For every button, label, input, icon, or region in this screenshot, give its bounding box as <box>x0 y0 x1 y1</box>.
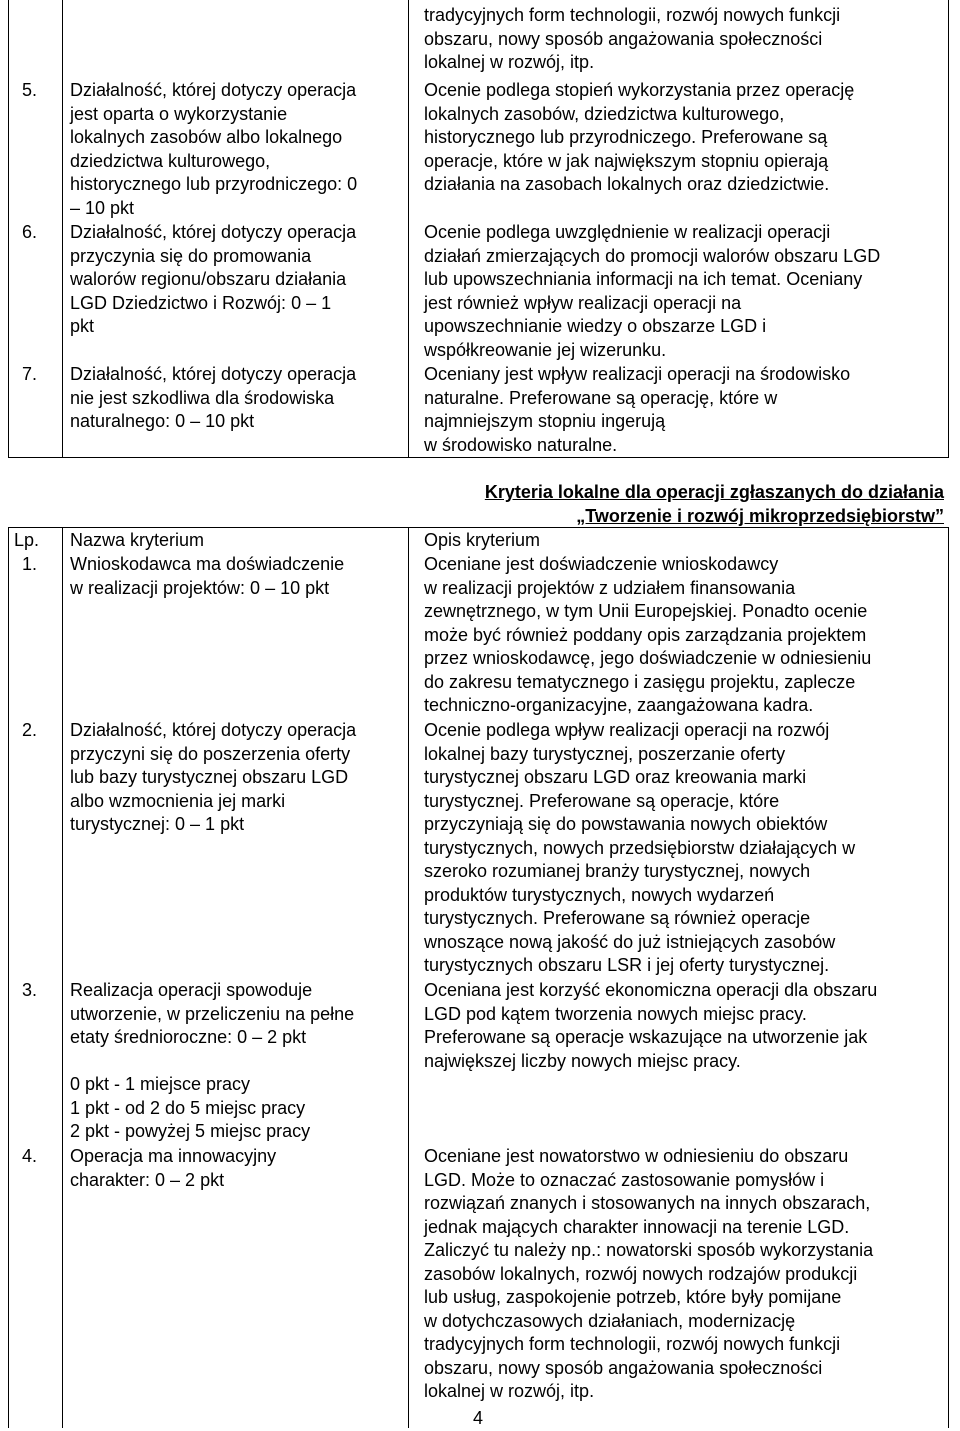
header-name: Nazwa kryterium <box>70 530 205 550</box>
continued-description: tradycyjnych form technologii, rozwój nowych funkcji obszaru, nowy sposób angażowania społeczności lokalnej w rozwój, itp. <box>424 5 841 72</box>
criterion-description: Ocenie podlega uwzględnienie w realizacji operacji działań zmierzających do promocji walorów obszaru LGD lub upowszechniania informacji na ich temat. Oceniany jest również wpływ realizacji operacji na upowszechnianie wiedzy o obszarze LGD i współkreowanie jej wizerunku. <box>424 222 881 360</box>
criterion-name: Działalność, której dotyczy operacja jest oparta o wykorzystanie lokalnych zasobów albo lokalnego dziedzictwa kulturowego, historycznego lub przyrodniczego: 0 – 10 pkt <box>70 80 358 218</box>
table-border <box>408 0 409 458</box>
row-number: 1. <box>22 554 38 574</box>
criterion-description: Ocenie podlega stopień wykorzystania przez operację lokalnych zasobów, dziedzictwa kulturowego, historycznego lub przyrodniczego. Preferowane są operacje, które w jak największym stopniu opierają działania na zasobach lokalnych oraz dziedzictwie. <box>424 80 855 194</box>
table-border <box>8 527 9 1428</box>
header-lp: Lp. <box>14 530 40 550</box>
criterion-description: Oceniana jest korzyść ekonomiczna operacji dla obszaru LGD pod kątem tworzenia nowych miejsc pracy. Preferowane są operacje wskazujące na utworzenie jak największej liczby nowych miejsc pracy. <box>424 980 878 1071</box>
row-number: 5. <box>22 80 38 100</box>
criterion-name: Działalność, której dotyczy operacja przyczynia się do promowania walorów regionu/obszaru działania LGD Dziedzictwo i Rozwój: 0 – 1 pkt <box>70 222 357 336</box>
criterion-description: Oceniane jest nowatorstwo w odniesieniu do obszaru LGD. Może to oznaczać zastosowanie pomysłów i rozwiązań znanych i stosowanych na innych obszarach, jednak mających charakter innowacji na terenie LGD. Zaliczyć tu należy np.: nowatorski sposób wykorzystania zasobów lokalnych, rozwój nowych rodzajów produkcji lub usług, zaspokojenie potrzeb, które były pomijane w dotychczasowych działaniach, modernizację tradycyjnych form technologii, rozwój nowych funkcji obszaru, nowy sposób angażowania społeczności lokalnej w rozwój, itp. <box>424 1146 874 1401</box>
row-number: 6. <box>22 222 38 242</box>
table-border <box>8 457 949 458</box>
criterion-description: Ocenie podlega wpływ realizacji operacji na rozwój lokalnej bazy turystycznej, poszerzanie oferty turystycznej obszaru LGD oraz kreowania marki turystycznej. Preferowane są operacje, które przyczyniają się do powstawania nowych obiektów turystycznych, nowych przedsiębiorstw działających w szeroko rozumianej branży turystycznej, nowych produktów turystycznych, nowych wydarzeń turystycznych. Preferowane są również operacje wnoszące nową jakość do już istniejących zasobów turystycznych obszaru LSR i jej oferty turystycznej. <box>424 720 856 975</box>
table-border <box>408 527 409 1428</box>
criterion-name: Realizacja operacji spowoduje utworzenie, w przeliczeniu na pełne etaty średnioroczne: 0 – 2 pkt 0 pkt - 1 miejsce pracy 1 pkt - od 2 do 5 miejsc pracy 2 pkt - powyżej 5 miejsc pracy <box>70 980 355 1141</box>
row-number: 7. <box>22 364 38 384</box>
criterion-description: Oceniane jest doświadczenie wnioskodawcy w realizacji projektów z udziałem finansowania zewnętrznego, w tym Unii Europejskiej. Ponadto ocenie może być również poddany opis zarządzania projektem przez wnioskodawcę, jego doświadczenie w odniesieniu do zakresu tematycznego i zasięgu projektu, zaplecze techniczno-organizacyjne, zaangażowana kadra. <box>424 554 872 715</box>
row-number: 4. <box>22 1146 38 1166</box>
table-border <box>948 527 949 1428</box>
section-heading-line2: „Tworzenie i rozwój mikroprzedsiębiorstw” <box>576 506 944 526</box>
table-border <box>8 527 949 528</box>
table-border <box>62 0 63 458</box>
criterion-name: Wnioskodawca ma doświadczenie w realizacji projektów: 0 – 10 pkt <box>70 554 345 598</box>
criterion-name: Operacja ma innowacyjny charakter: 0 – 2 pkt <box>70 1146 277 1190</box>
table-border <box>62 527 63 1428</box>
row-number: 2. <box>22 720 38 740</box>
table-border <box>8 0 9 458</box>
criterion-name: Działalność, której dotyczy operacja przyczyni się do poszerzenia oferty lub bazy turystycznej obszaru LGD albo wzmocnienia jej marki turystycznej: 0 – 1 pkt <box>70 720 357 834</box>
section-heading-line1: Kryteria lokalne dla operacji zgłaszanych do działania <box>484 482 944 502</box>
criterion-name: Działalność, której dotyczy operacja nie jest szkodliwa dla środowiska naturalnego: 0 – 10 pkt <box>70 364 357 431</box>
header-description: Opis kryterium <box>424 530 541 550</box>
page-number: 4 <box>473 1408 484 1428</box>
table-border <box>948 0 949 458</box>
row-number: 3. <box>22 980 38 1000</box>
criterion-description: Oceniany jest wpływ realizacji operacji na środowisko naturalne. Preferowane są operację, które w najmniejszym stopniu ingerują w środowisko naturalne. <box>424 364 851 455</box>
